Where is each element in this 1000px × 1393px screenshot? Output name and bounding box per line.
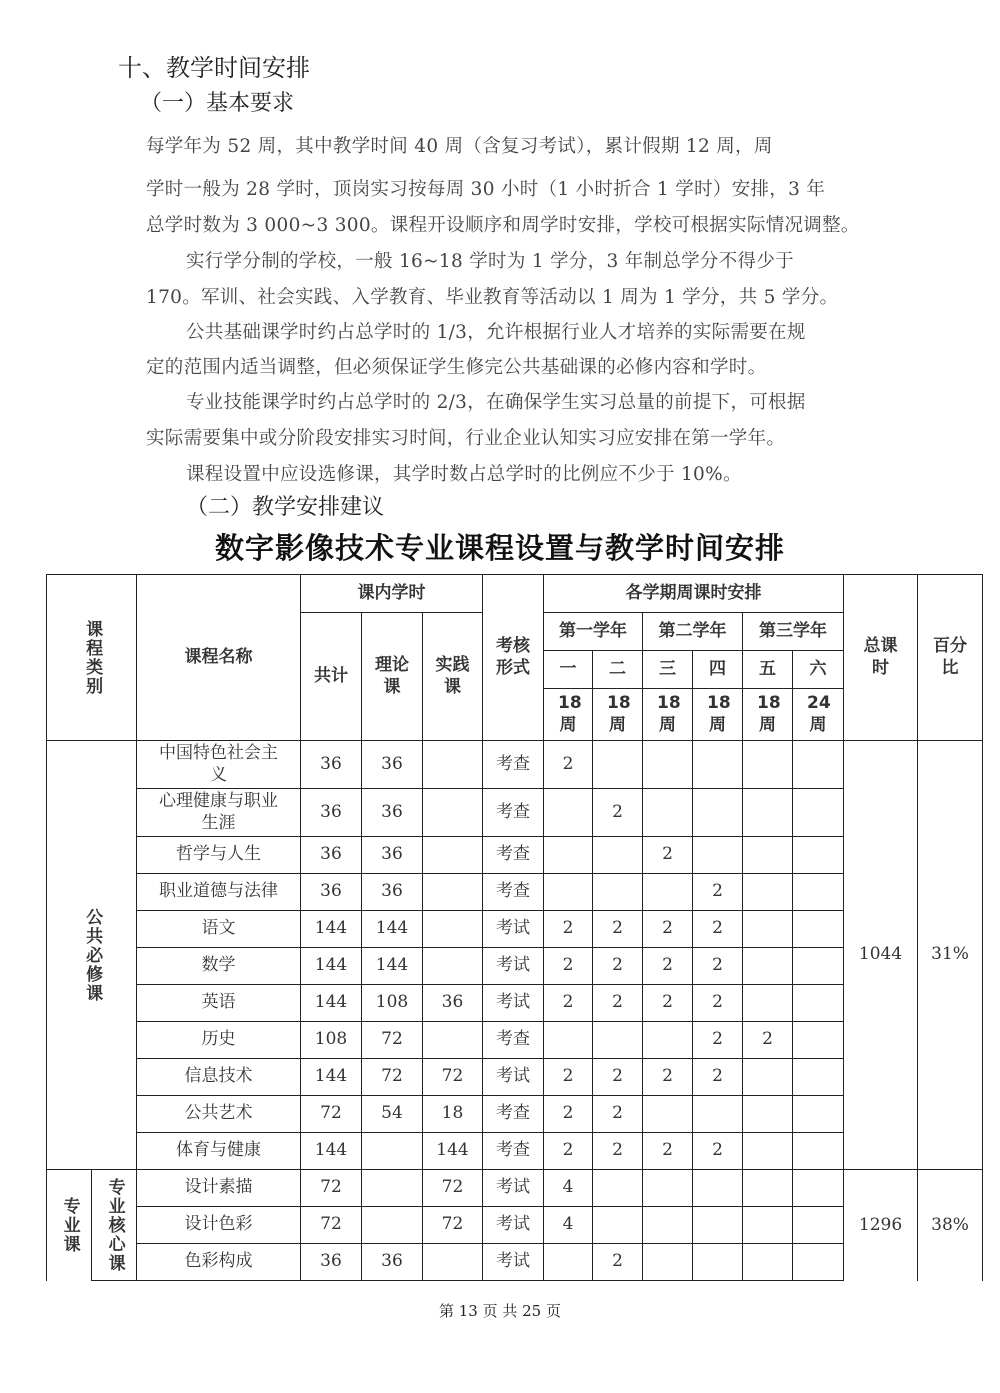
cell-term: 2 [643,985,693,1022]
course-name: 设计素描 [137,1170,301,1207]
cell-term [693,789,743,837]
table-row [47,911,983,948]
header-percent: 百分比 [918,575,983,741]
header-weeks: 18周 [743,689,793,741]
cell-term: 4 [544,1170,593,1207]
page-footer: 第 13 页 共 25 页 [438,1302,561,1320]
course-name: 信息技术 [137,1059,301,1096]
group-percent: 31% [918,741,983,1170]
paragraph-line: 公共基础课学时约占总学时的 1/3，允许根据行业人才培养的实际需要在规 [186,322,806,343]
cell-term: 2 [693,1059,743,1096]
cell-term [793,1059,844,1096]
cell-term [743,874,793,911]
cell-term [593,837,643,874]
cell-total: 144 [301,1059,362,1096]
cell-term [793,985,844,1022]
group-total-hours: 1044 [844,741,918,1170]
cell-exam: 考查 [483,789,544,837]
cell-term: 2 [743,1022,793,1059]
cell-term [593,1170,643,1207]
header-term: 六 [793,651,844,689]
table-row [47,1207,983,1244]
table-row [47,948,983,985]
cell-total: 144 [301,948,362,985]
cell-term [793,1170,844,1207]
course-name: 中国特色社会主义 [137,741,301,789]
course-name: 职业道德与法律 [137,874,301,911]
cell-theory: 36 [362,789,423,837]
cell-term: 2 [643,911,693,948]
cell-exam: 考查 [483,874,544,911]
cell-term: 2 [593,1096,643,1133]
header-weeks: 24周 [793,689,844,741]
cell-practice [423,874,483,911]
cell-term [793,1022,844,1059]
paragraph-line: 实际需要集中或分阶段安排实习时间，行业企业认知实习应安排在第一学年。 [146,428,786,449]
cell-theory [362,1170,423,1207]
cell-term [793,948,844,985]
header-practice: 实践课 [423,613,483,741]
cell-term: 2 [593,911,643,948]
table-row [47,1133,983,1170]
cell-exam: 考查 [483,741,544,789]
category-public-required: 公共必修课 [47,741,137,1170]
cell-term [643,1170,693,1207]
cell-practice: 72 [423,1170,483,1207]
table-row [47,1244,983,1281]
cell-total: 36 [301,874,362,911]
schedule-table [46,574,983,1281]
cell-theory: 36 [362,1244,423,1281]
table-row [47,1096,983,1133]
cell-term [643,1244,693,1281]
cell-term [793,789,844,837]
cell-term [743,1059,793,1096]
cell-term [793,837,844,874]
cell-theory [362,1133,423,1170]
header-course-name: 课程名称 [137,575,301,741]
cell-term [693,1244,743,1281]
cell-exam: 考试 [483,1244,544,1281]
paragraph-line: 学时一般为 28 学时，顶岗实习按每周 30 小时（1 小时折合 1 学时）安排，3 年 [146,179,826,200]
cell-total: 144 [301,985,362,1022]
cell-term [643,1022,693,1059]
cell-exam: 考试 [483,1170,544,1207]
cell-total: 144 [301,1133,362,1170]
cell-theory: 72 [362,1059,423,1096]
course-name: 哲学与人生 [137,837,301,874]
cell-term: 2 [593,1059,643,1096]
table-row [47,1170,983,1207]
cell-term [643,789,693,837]
cell-term: 2 [693,911,743,948]
course-name: 色彩构成 [137,1244,301,1281]
cell-total: 36 [301,837,362,874]
cell-term [693,741,743,789]
paragraph-line: 实行学分制的学校，一般 16~18 学时为 1 学分，3 年制总学分不得少于 [186,251,794,272]
cell-term: 2 [693,1133,743,1170]
cell-exam: 考试 [483,985,544,1022]
cell-exam: 考查 [483,1133,544,1170]
subsection-heading-schedule: （二）教学安排建议 [186,495,385,520]
header-hours: 课内学时 [301,575,483,613]
cell-total: 36 [301,1244,362,1281]
table-row [47,789,983,837]
header-total: 共计 [301,613,362,741]
cell-theory: 108 [362,985,423,1022]
paragraph-line: 专业技能课学时约占总学时的 2/3，在确保学生实习总量的前提下，可根据 [186,392,806,413]
cell-theory: 54 [362,1096,423,1133]
cell-total: 72 [301,1170,362,1207]
cell-term: 2 [643,1059,693,1096]
cell-term [743,741,793,789]
cell-term [693,1096,743,1133]
cell-term: 2 [544,1096,593,1133]
header-category: 课程类别 [47,575,137,741]
course-name: 英语 [137,985,301,1022]
course-name: 语文 [137,911,301,948]
cell-term: 2 [693,948,743,985]
cell-practice [423,911,483,948]
course-name: 历史 [137,1022,301,1059]
cell-practice: 72 [423,1207,483,1244]
table-row [47,837,983,874]
header-weeks: 18周 [643,689,693,741]
cell-term [643,1096,693,1133]
cell-exam: 考试 [483,948,544,985]
cell-term [743,948,793,985]
cell-term [693,1170,743,1207]
cell-term: 2 [693,874,743,911]
cell-total: 36 [301,789,362,837]
header-weeks: 18周 [544,689,593,741]
cell-practice [423,837,483,874]
header-year2: 第二学年 [643,613,743,651]
cell-exam: 考试 [483,1059,544,1096]
cell-theory: 36 [362,874,423,911]
cell-term [693,1207,743,1244]
header-year1: 第一学年 [544,613,643,651]
section-heading: 十、教学时间安排 [118,54,310,82]
cell-theory: 144 [362,911,423,948]
header-year3: 第三学年 [743,613,844,651]
cell-practice [423,789,483,837]
cell-term [743,1133,793,1170]
cell-term [593,1022,643,1059]
cell-total: 72 [301,1207,362,1244]
subsection-heading-basic: （一）基本要求 [140,91,295,116]
paragraph-line: 总学时数为 3 000~3 300。课程开设顺序和周学时安排，学校可根据实际情况调整。 [146,215,860,236]
cell-theory: 36 [362,837,423,874]
cell-theory: 36 [362,741,423,789]
course-name: 体育与健康 [137,1133,301,1170]
cell-term [743,837,793,874]
cell-exam: 考查 [483,837,544,874]
cell-term [743,789,793,837]
cell-term [793,1096,844,1133]
cell-term: 2 [643,837,693,874]
cell-term [693,837,743,874]
cell-term: 4 [544,1207,593,1244]
cell-practice [423,1244,483,1281]
cell-term [643,1207,693,1244]
cell-term [793,1133,844,1170]
cell-term: 2 [593,948,643,985]
cell-term: 2 [643,948,693,985]
cell-total: 72 [301,1096,362,1133]
cell-term [544,837,593,874]
header-schedule: 各学期周课时安排 [544,575,844,613]
cell-term [743,985,793,1022]
cell-theory: 144 [362,948,423,985]
cell-term: 2 [643,1133,693,1170]
group-total-hours: 1296 [844,1170,918,1281]
cell-term [743,1170,793,1207]
cell-term [593,874,643,911]
cell-term: 2 [544,985,593,1022]
header-weeks: 18周 [693,689,743,741]
header-theory: 理论课 [362,613,423,741]
cell-practice [423,741,483,789]
header-term: 一 [544,651,593,689]
header-term: 三 [643,651,693,689]
cell-term: 2 [593,1244,643,1281]
cell-term: 2 [544,1133,593,1170]
table-row [47,741,983,789]
group-percent: 38% [918,1170,983,1281]
subcategory-core: 专业核心课 [92,1170,137,1281]
table-row [47,1022,983,1059]
cell-term [593,741,643,789]
cell-term [643,874,693,911]
cell-term [544,874,593,911]
cell-term [544,1022,593,1059]
cell-term: 2 [693,985,743,1022]
table-row [47,874,983,911]
cell-term [793,1244,844,1281]
table-row [47,985,983,1022]
cell-term: 2 [544,1059,593,1096]
header-weeks: 18周 [593,689,643,741]
cell-term [743,1244,793,1281]
cell-exam: 考查 [483,1096,544,1133]
cell-term [793,874,844,911]
cell-term [793,911,844,948]
paragraph-line: 课程设置中应设选修课，其学时数占总学时的比例应不少于 10%。 [186,464,742,485]
cell-practice [423,948,483,985]
cell-practice [423,1022,483,1059]
cell-term [793,741,844,789]
header-term: 二 [593,651,643,689]
cell-theory [362,1207,423,1244]
header-term: 五 [743,651,793,689]
cell-total: 108 [301,1022,362,1059]
cell-term: 2 [693,1022,743,1059]
cell-practice: 18 [423,1096,483,1133]
cell-total: 144 [301,911,362,948]
course-name: 数学 [137,948,301,985]
cell-term: 2 [544,948,593,985]
table-row [47,1059,983,1096]
cell-term [643,741,693,789]
cell-term [743,1207,793,1244]
table-title: 数字影像技术专业课程设置与教学时间安排 [214,531,785,565]
cell-term: 2 [593,1133,643,1170]
cell-term [743,911,793,948]
header-exam: 考核形式 [483,575,544,741]
course-name: 公共艺术 [137,1096,301,1133]
cell-exam: 考试 [483,1207,544,1244]
paragraph-line: 每学年为 52 周，其中教学时间 40 周（含复习考试），累计假期 12 周，周 [146,136,773,157]
cell-exam: 考查 [483,1022,544,1059]
cell-term [544,1244,593,1281]
cell-term [793,1207,844,1244]
cell-term: 2 [544,911,593,948]
category-professional: 专业课 [47,1170,92,1281]
cell-term [743,1096,793,1133]
cell-term [544,789,593,837]
header-total-hours: 总课时 [844,575,918,741]
cell-practice: 72 [423,1059,483,1096]
cell-term: 2 [593,789,643,837]
cell-term: 2 [544,741,593,789]
cell-total: 36 [301,741,362,789]
cell-term: 2 [593,985,643,1022]
paragraph-line: 170。军训、社会实践、入学教育、毕业教育等活动以 1 周为 1 学分，共 5 学分。 [146,287,839,308]
header-term: 四 [693,651,743,689]
cell-exam: 考试 [483,911,544,948]
paragraph-line: 定的范围内适当调整，但必须保证学生修完公共基础课的必修内容和学时。 [146,357,767,378]
cell-theory: 72 [362,1022,423,1059]
course-name: 心理健康与职业生涯 [137,789,301,837]
course-name: 设计色彩 [137,1207,301,1244]
cell-term [593,1207,643,1244]
cell-practice: 144 [423,1133,483,1170]
cell-practice: 36 [423,985,483,1022]
